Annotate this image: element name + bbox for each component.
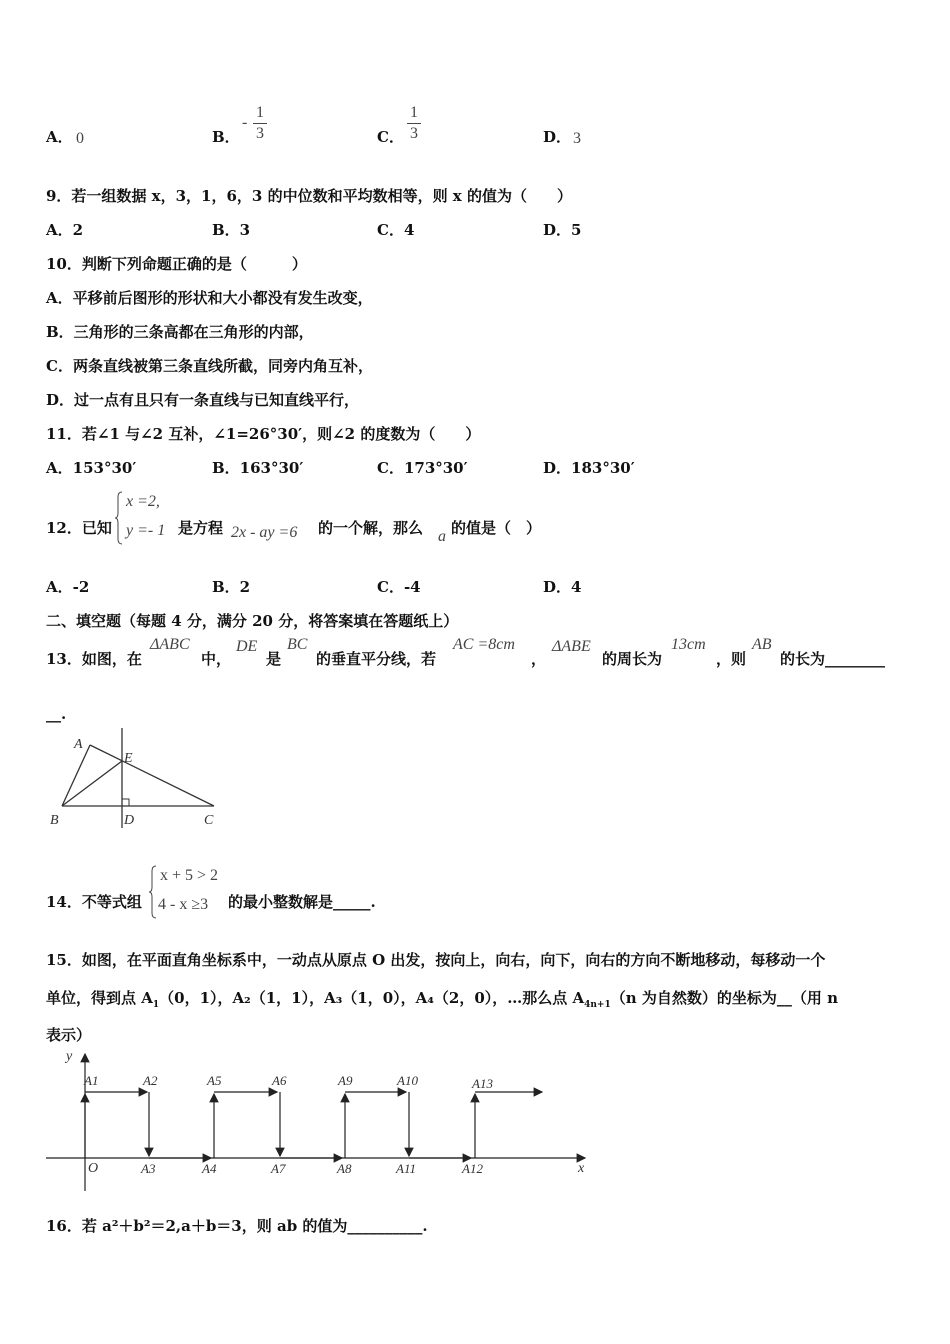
q13-answer-tail: __. [46,705,67,723]
q13-text-8: 的长为________ [780,650,886,668]
q13-text-3: 是 [266,650,282,668]
q8-option-b-numerator: 1 [256,104,264,121]
q12-option-a: A．-2 [46,578,90,596]
right-angle-mark [122,799,129,806]
y-axis-label: y [66,1049,73,1064]
q8-option-b-label: B． [212,128,240,146]
q12-equation: 2x - ay =6 [231,524,298,541]
q9-option-a: A．2 [46,221,84,239]
q8-option-c-fraction [407,104,421,143]
q12-system-line2: y =- 1 [126,522,166,539]
label-a13: A13 [472,1076,493,1091]
q12-option-b: B．2 [212,578,251,596]
q12-variable: a [438,528,446,545]
q10-option-c: C．两条直线被第三条直线所截，同旁内角互补， [46,357,373,375]
q12-mid2: 的一个解，那么 [318,519,424,537]
q12-system-line1: x =2, [126,493,160,510]
q10-option-d: D．过一点有且只有一条直线与已知直线平行， [46,391,360,409]
q10-option-a: A．平移前后图形的形状和大小都没有发生改变， [46,289,373,307]
label-a9: A9 [338,1073,353,1088]
q13-math-triangle-abe: ΔABE [552,638,591,655]
q11-option-d: D．183°30′ [543,459,635,477]
q15-line-3: 表示） [46,1026,92,1044]
q12-option-c: C．-4 [377,578,421,596]
q8-option-c-label: C． [377,128,404,146]
q13-text-6: 的周长为 [602,650,663,668]
segment-be [62,761,122,806]
q9-stem: 9．若一组数据 x，3，1，6，3 的中位数和平均数相等，则 x 的值为（ ） [46,187,572,205]
label-e: E [124,751,133,766]
label-a5: A5 [207,1073,222,1088]
label-a4: A4 [202,1161,217,1176]
label-b: B [50,813,59,828]
origin-label: O [88,1161,99,1176]
q12-system-brace [114,491,124,545]
q8-option-b-fraction [253,104,267,143]
q13-math-bc: BC [287,636,308,653]
q13-text-5: ， [531,650,547,668]
q12-prefix: 12．已知 [46,519,112,537]
label-c: C [204,813,214,828]
q9-option-c: C．4 [377,221,415,239]
q13-math-ab: AB [752,636,772,653]
label-a11: A11 [396,1161,416,1176]
q8-option-c-numerator: 1 [410,104,418,121]
q12-mid1: 是方程 [178,519,224,537]
segment-ac [90,745,214,806]
label-a: A [74,737,83,752]
section-2-heading: 二、填空题（每题 4 分，满分 20 分，将答案填在答题纸上） [46,612,459,630]
q13-triangle-figure [44,726,234,836]
q14-prefix: 14．不等式组 [46,893,142,911]
label-a1: A1 [84,1073,99,1088]
q14-inequality-1: x + 5 > 2 [160,867,219,884]
q15-line-2a: 单位，得到点 A [46,989,153,1007]
q8-option-b-denominator: 3 [256,125,264,142]
label-a2: A2 [143,1073,158,1088]
label-a12: A12 [462,1161,483,1176]
label-d: D [124,813,135,828]
q11-stem: 11．若∠1 与∠2 互补，∠1=26°30′，则∠2 的度数为（ ） [46,425,481,443]
q8-option-a-label: A． [46,128,73,146]
q9-option-b: B．3 [212,221,251,239]
q13-text-7: ，则 [716,650,747,668]
q13-text-1: 13．如图，在 [46,650,142,668]
q15-line-2-sub: 4n+1 [584,1000,611,1010]
q14-suffix: 的最小整数解是_____. [228,893,376,911]
q11-option-b: B．163°30′ [212,459,304,477]
q13-math-perimeter: 13cm [671,636,706,653]
q10-option-b: B．三角形的三条高都在三角形的内部， [46,323,314,341]
label-a10: A10 [397,1073,418,1088]
q10-stem: 10．判断下列命题正确的是（ ） [46,255,307,273]
q13-text-2: 中， [201,650,232,668]
q16-text: 16．若 a²＋b²＝2,a＋b＝3，则 ab 的值为__________. [46,1217,428,1235]
q8-option-b-sign: - [242,114,248,131]
q15-line-2b: （0，1），A₂（1，1），A₃（1，0），A₄（2，0），…那么点 A [159,989,585,1007]
q14-inequality-2: 4 - x ≥3 [158,896,209,913]
path-segments [85,1092,542,1158]
q15-coordinate-figure [40,1046,600,1196]
q8-option-a-value: 0 [76,130,84,147]
segment-ab [62,745,90,806]
q13-math-triangle-abc: ΔABC [150,636,190,653]
q13-math-ac: AC =8cm [453,636,515,653]
q11-option-c: C．173°30′ [377,459,468,477]
label-a7: A7 [271,1161,286,1176]
x-axis-label: x [578,1161,585,1176]
q8-option-c-denominator: 3 [410,125,418,142]
q15-line-1: 15．如图，在平面直角坐标系中，一动点从原点 O 出发，按向上，向右，向下，向右的方向不断地移动，每移动一个 [46,951,826,969]
q9-option-d: D．5 [543,221,582,239]
q12-option-d: D．4 [543,578,582,596]
label-a6: A6 [272,1073,287,1088]
q13-math-de: DE [236,638,258,655]
q13-text-4: 的垂直平分线，若 [316,650,437,668]
q8-option-d-label: D． [543,128,572,146]
label-a3: A3 [141,1161,156,1176]
q8-option-d-value: 3 [573,130,581,147]
label-a8: A8 [337,1161,352,1176]
q11-option-a: A．153°30′ [46,459,137,477]
q15-line-2: 单位，得到点 $A_1(0$，1），A₂（1，1），A₃（1，0），A₄（2，0），…那么点 $A_{4n+1}(n$ 为自然数）的坐标为__（用 n [46,989,838,1010]
q12-end: 的值是（ ） [451,519,542,537]
q14-system-brace [148,865,158,919]
q15-line-2c: （n 为自然数）的坐标为__（用 n [610,989,838,1007]
